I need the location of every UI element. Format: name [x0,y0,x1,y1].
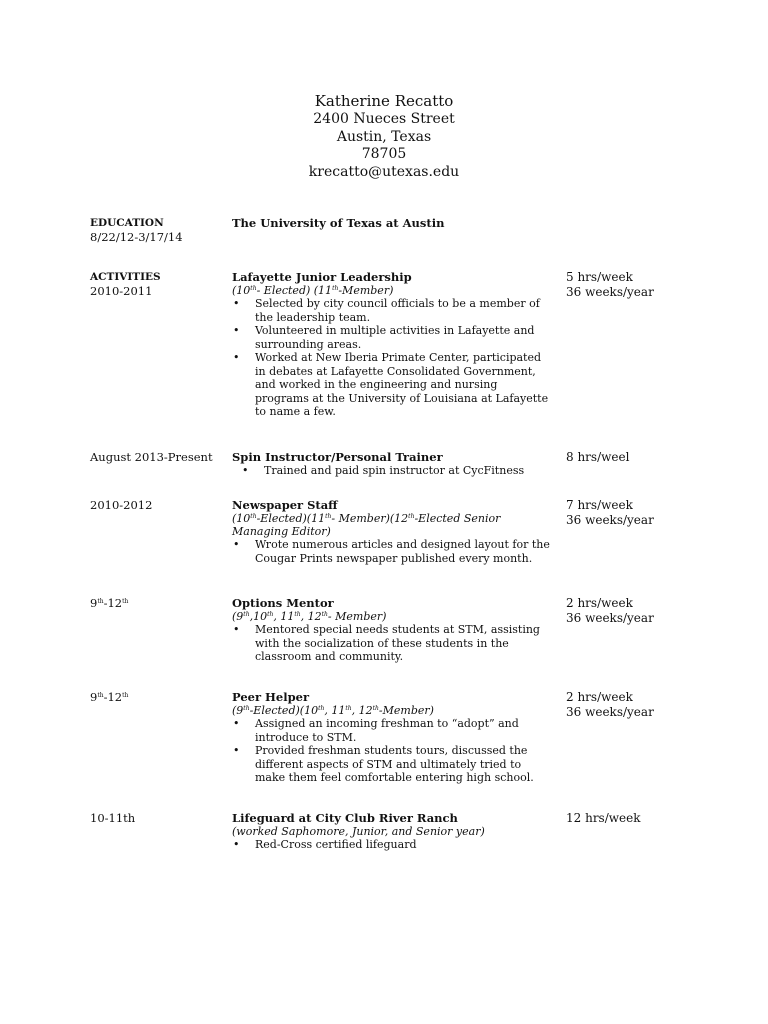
activity-left-column [90,270,228,298]
activity-date: 2010-2011 [90,284,153,298]
bullet-item: • Red-Cross certified lifeguard [232,838,552,852]
activity-left-column [90,596,228,610]
activity-role: (worked Saphomore, Junior, and Senior year) [232,825,485,838]
activity-left-column [90,811,228,825]
school-name: The University of Texas at Austin [232,216,445,230]
activity-time [566,270,716,300]
candidate-name: Katherine Recatto [314,92,454,110]
weeks-per-year: 36 weeks/year [566,705,654,719]
email-address: krecatto@utexas.edu [308,163,460,180]
hours-per-week: 7 hrs/week [566,498,633,512]
education-heading: EDUCATION [90,217,164,229]
activity-time [566,811,716,826]
street-address: 2400 Nueces Street [313,111,455,127]
activity-date: August 2013-Present [90,450,213,464]
activity-title: Lafayette Junior Leadership [232,270,412,284]
activity-time [566,690,716,720]
activity-date: 9th-12th [90,596,129,610]
bullet-item: • Selected by city council officials to be a member of the leadership team. [232,297,552,324]
education-detail [232,216,552,230]
activity-left-column [90,690,228,704]
activity-time [566,596,716,626]
activity-bullets [232,464,552,478]
weeks-per-year: 36 weeks/year [566,513,654,527]
activity-bullets [232,838,552,852]
activity-date: 2010-2012 [90,498,153,512]
activity-time [566,498,716,528]
bullet-item: • Worked at New Iberia Primate Center, participated in debates at Lafayette Consolidated Government, and worked in the engineering and nursing programs at the University of Louisiana at Lafayette to name a few. [232,351,552,419]
activity-title: Peer Helper [232,690,310,704]
hours-per-week: 5 hrs/week [566,270,633,284]
bullet-item: • Trained and paid spin instructor at CycFitness [232,464,552,478]
activity-role: (9th,10th, 11th, 12th- Member) [232,610,387,623]
activity-title: Options Mentor [232,596,334,610]
hours-per-week: 8 hrs/weel [566,450,630,464]
activity-title: Lifeguard at City Club River Ranch [232,811,458,825]
hours-per-week: 12 hrs/week [566,811,641,825]
weeks-per-year: 36 weeks/year [566,611,654,625]
activity-title: Spin Instructor/Personal Trainer [232,450,443,464]
activity-detail [232,450,552,478]
activity-title: Newspaper Staff [232,498,338,512]
activity-date: 9th-12th [90,690,129,704]
hours-per-week: 2 hrs/week [566,596,633,610]
activity-detail [232,811,552,852]
activity-detail [232,270,552,419]
activity-bullets [232,297,552,419]
city-state: Austin, Texas [336,128,432,145]
activities-heading: ACTIVITIES [90,271,161,283]
bullet-item: • Mentored special needs students at STM, assisting with the socialization of these students in the classroom and community. [232,623,552,664]
activity-bullets [232,623,552,664]
activity-role: (9th-Elected)(10th, 11th, 12th-Member) [232,704,434,717]
hours-per-week: 2 hrs/week [566,690,633,704]
activity-left-column [90,450,228,464]
zip-code: 78705 [361,146,407,162]
activity-bullets [232,717,552,785]
activity-time [566,450,716,465]
activity-left-column [90,498,228,512]
bullet-item: • Provided freshman students tours, discussed the different aspects of STM and ultimately tried to make them feel comfortable entering high school. [232,744,552,785]
resume-header [0,92,768,181]
activity-detail [232,596,552,664]
bullet-item: • Volunteered in multiple activities in Lafayette and surrounding areas. [232,324,552,351]
activity-role: (10th- Elected) (11th-Member) [232,284,394,297]
bullet-item: • Wrote numerous articles and designed layout for the Cougar Prints newspaper published every month. [232,538,552,565]
bullet-item: • Assigned an incoming freshman to “adopt” and introduce to STM. [232,717,552,744]
activity-date: 10-11th [90,811,136,825]
education-dates: 8/22/12-3/17/14 [90,230,183,244]
activity-role: (10th-Elected)(11th- Member)(12th-Elected Senior Managing Editor) [232,512,501,538]
activity-detail [232,498,552,565]
activity-bullets [232,538,552,565]
activity-detail [232,690,552,785]
weeks-per-year: 36 weeks/year [566,285,654,299]
education-left-column [90,216,228,244]
